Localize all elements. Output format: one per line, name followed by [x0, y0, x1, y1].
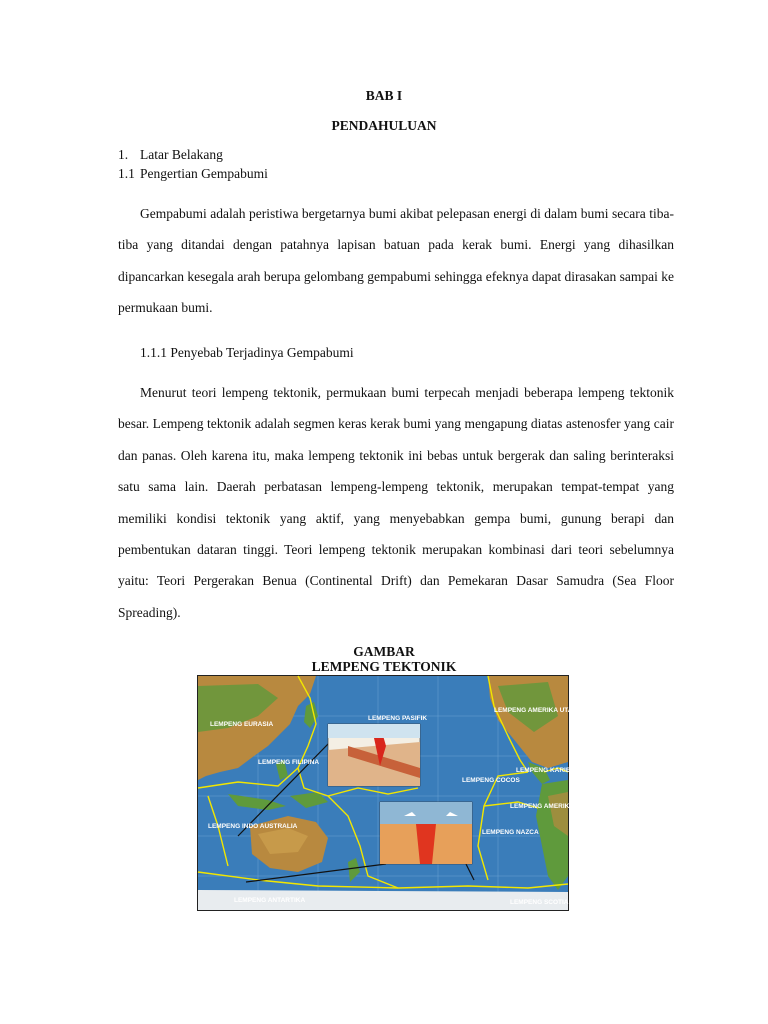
figure-title-line1: GAMBAR: [353, 644, 415, 659]
paragraph-tectonic: Menurut teori lempeng tektonik, permukaan bumi terpecah menjadi beberapa lempeng tektonik besar. Lempeng tektonik adalah segmen keras kerak bumi yang mengapung diatas astenosfer yang cair dan panas. Oleh karena itu, maka lempeng tektonik ini bebas untuk bergerak dan saling berinteraksi satu sama lain. Daerah perbatasan lempeng-lempeng tektonik, merupakan tempat-tempat yang memiliki kondisi tektonik yang aktif, yang menyebabkan gempa bumi, gunung berapi dan pembentukan dataran tinggi. Teori lempeng tektonik merupakan kombinasi dari teori sebelumnya yaitu: Teori Pergerakan Benua (Continental Drift) dan Pemekaran Dasar Samudra (Sea Floor Spreading).: [118, 385, 674, 620]
label-karibia: LEMPENG KARIBIA: [516, 767, 578, 774]
figure-title-line2: LEMPENG TEKTONIK: [311, 659, 457, 674]
spreading-ridge-inset: [380, 802, 472, 864]
label-eurasia: LEMPENG EURASIA: [210, 721, 274, 728]
label-amerika-selatan: LEMPENG AMERIKA SELATAN: [510, 803, 606, 810]
subduction-inset: [328, 724, 420, 786]
paragraph-definition: Gempabumi adalah peristiwa bergetarnya bumi akibat pelepasan energi di dalam bumi secara tiba-tiba yang ditandai dengan patahnya lapisan batuan pada kerak bumi. Energi yang dihasilkan dipancarkan kesegala arah berupa gelombang gempabumi sehingga efeknya dapat dirasakan sampai ke permukaan bumi.: [118, 206, 674, 316]
outline-number: 1.1: [118, 166, 135, 181]
outline-text: Latar Belakang: [140, 147, 223, 162]
outline-item: [118, 147, 223, 163]
label-pasifik: LEMPENG PASIFIK: [368, 715, 428, 722]
subheading: 1.1.1 Penyebab Terjadinya Gempabumi: [140, 345, 354, 360]
tectonic-plate-map: [197, 675, 606, 911]
outline-text: Pengertian Gempabumi: [140, 166, 268, 181]
chapter-title: PENDAHULUAN: [331, 118, 437, 133]
label-nazca: LEMPENG NAZCA: [482, 829, 539, 836]
outline-item: [118, 166, 268, 182]
label-antartika: LEMPENG ANTARTIKA: [234, 897, 306, 904]
label-amerika-utara: LEMPENG AMERIKA UTARA: [494, 707, 582, 714]
label-cocos: LEMPENG COCOS: [462, 777, 520, 784]
label-scotia: LEMPENG SCOTIA: [510, 899, 569, 906]
outline-number: 1.: [118, 147, 129, 162]
label-filipina: LEMPENG FILIPINA: [258, 759, 320, 766]
chapter-heading: BAB I: [365, 88, 403, 103]
label-indo-australia: LEMPENG INDO AUSTRALIA: [208, 823, 298, 830]
plate-map-svg: [198, 676, 606, 910]
